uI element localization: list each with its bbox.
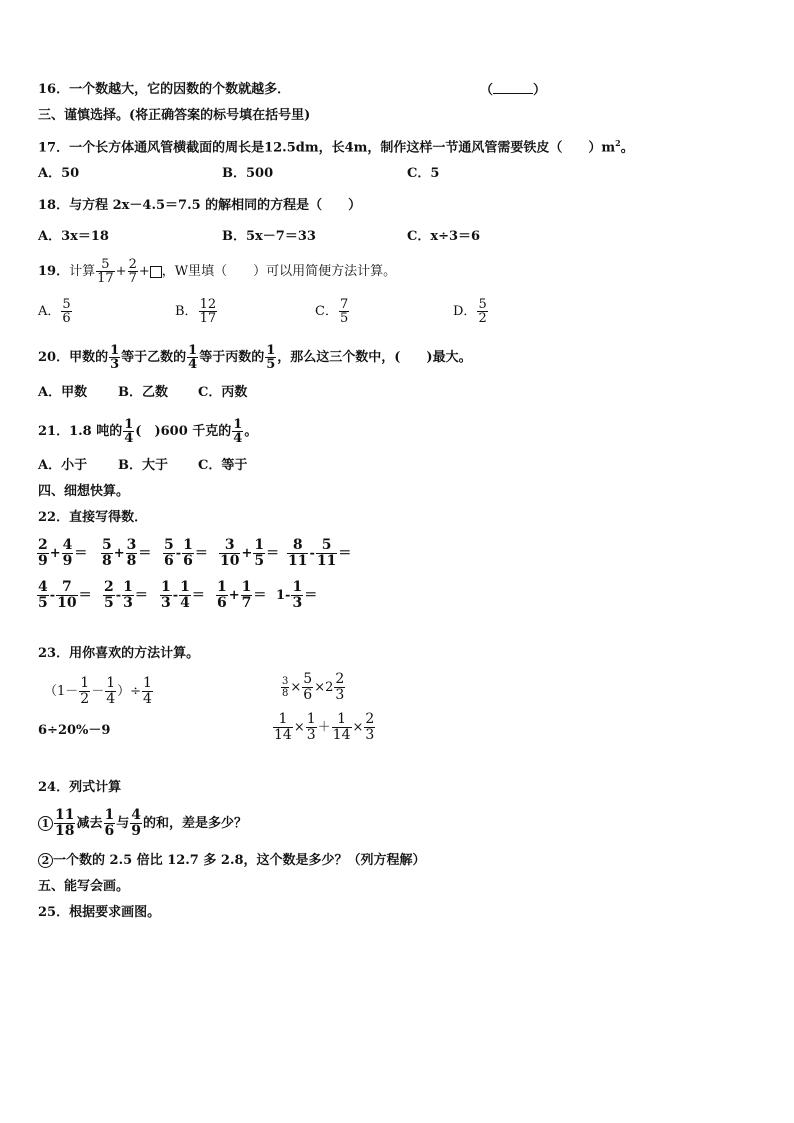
sub-question-1: 1 $\frac{11}{18}$ 减去 $\frac{1}{6}$ 与 $\frac{4}{9}$ 的和，差是多少？ — [38, 808, 247, 839]
option-d[interactable]: D． $\frac{5}{2}$ — [453, 297, 487, 326]
option-b[interactable]: B．5x－7＝33 — [222, 229, 316, 244]
question-number: 17． — [38, 140, 70, 156]
question-25 — [38, 905, 160, 921]
circled-number: 2 — [38, 853, 53, 868]
fraction: $\frac{5}{2}$ — [478, 297, 487, 326]
question-number: 21． — [38, 424, 70, 439]
question-23 — [38, 646, 199, 662]
section-4-title: 四、细想快算。 — [38, 484, 130, 499]
fraction: $\frac{12}{17}$ — [199, 297, 217, 326]
question-number: 22． — [38, 510, 70, 525]
calc-item[interactable]: $\frac{1}{3}$ - $\frac{1}{4}$ ＝ — [161, 579, 205, 611]
fraction: $\frac{5}{6}$ — [62, 297, 71, 326]
fraction: $\frac{1}{5}$ — [266, 343, 276, 372]
question-18 — [38, 198, 361, 214]
superscript: 2 — [615, 138, 621, 148]
question-number: 24． — [38, 780, 70, 795]
calc-item[interactable]: $\frac{8}{11}$ - $\frac{5}{11}$ ＝ — [288, 537, 352, 569]
option-b[interactable]: B．500 — [222, 166, 274, 181]
option-a[interactable]: A．小于 — [38, 458, 88, 473]
calc-item[interactable]: $\frac{2}{9}$ + $\frac{4}{9}$ ＝ — [38, 537, 88, 569]
question-number: 20． — [38, 350, 70, 365]
question-22 — [38, 510, 147, 526]
option-c[interactable]: C．x÷3＝6 — [407, 229, 481, 244]
option-c[interactable]: C．丙数 — [198, 385, 248, 400]
question-number: 23． — [38, 646, 70, 661]
calc-item[interactable]: 1- $\frac{1}{3}$ ＝ — [276, 579, 318, 611]
expression-4[interactable]: $\frac{1}{14}$ × $\frac{1}{3}$ ＋ $\frac{1}{14}$ × $\frac{2}{3}$ — [274, 711, 375, 743]
question-number: 19． — [38, 264, 70, 279]
question-16 — [38, 82, 290, 98]
fraction: $\frac{1}{4}$ — [188, 343, 198, 372]
expression-3[interactable]: 6÷20%－9 — [38, 723, 111, 738]
question-text: 列式计算 — [69, 780, 122, 795]
question-text: 与方程 2x－4.5＝7.5 的解相同的方程是（ ） — [69, 198, 362, 213]
question-17: 17．一个长方体通风管横截面的周长是12.5dm，长4m，制作这样一节通风管需要铁皮（ ）$m^2$。 — [38, 138, 634, 156]
option-c[interactable]: C．5 — [407, 166, 440, 181]
square-placeholder — [150, 266, 162, 278]
calc-item[interactable]: $\frac{3}{10}$ + $\frac{1}{5}$ ＝ — [220, 537, 280, 569]
question-text: 直接写得数． — [69, 510, 148, 525]
calc-item[interactable]: $\frac{5}{8}$ + $\frac{3}{8}$ ＝ — [102, 537, 152, 569]
calc-item[interactable]: $\frac{1}{6}$ + $\frac{1}{7}$ ＝ — [217, 579, 267, 611]
option-c[interactable]: C． $\frac{7}{5}$ — [315, 297, 349, 326]
option-c[interactable]: C．等于 — [198, 458, 248, 473]
question-21: 21．1.8 吨的 $\frac{1}{4}$ ( )600 千克的 $\frac{1}{4}$ 。 — [38, 417, 258, 446]
calc-item[interactable]: $\frac{2}{5}$ - $\frac{1}{3}$ ＝ — [104, 579, 148, 611]
calc-item[interactable]: $\frac{5}{6}$ - $\frac{1}{6}$ ＝ — [164, 537, 208, 569]
question-number: 18． — [38, 198, 70, 213]
fraction: $\frac{2}{7}$ — [128, 257, 137, 286]
question-number: 16． — [38, 82, 70, 97]
option-a[interactable]: A．3x＝18 — [38, 229, 109, 244]
question-number: 25． — [38, 905, 70, 920]
question-text: 根据要求画图。 — [69, 905, 161, 920]
answer-blank-16[interactable]: （ ） — [480, 83, 547, 98]
circled-number: 1 — [38, 816, 53, 831]
question-24 — [38, 780, 121, 796]
fraction: $\frac{1}{3}$ — [110, 343, 120, 372]
question-20: 20．甲数的 $\frac{1}{3}$ 等于乙数的 $\frac{1}{4}$ 等于丙数的 $\frac{1}{5}$ ，那么这三个数中，( )最大。 — [38, 343, 472, 372]
question-19: 19．计算 $\frac{5}{17}$ + $\frac{2}{7}$ + ，W里填（ ）可以用简便方法计算。 — [38, 257, 397, 286]
question-text: 一个数越大，它的因数的个数就越多． — [69, 82, 291, 97]
question-text: 一个长方体通风管横截面的周长是12.5dm，长4m，制作这样一节通风管需要铁皮（ ）m — [69, 140, 616, 156]
fraction: $\frac{5}{17}$ — [97, 257, 114, 286]
option-a[interactable]: A．甲数 — [38, 385, 88, 400]
question-text: 用你喜欢的方法计算。 — [69, 646, 200, 661]
option-b[interactable]: B．乙数 — [118, 385, 168, 400]
fraction: $\frac{7}{5}$ — [339, 297, 349, 326]
section-3-title: 三、谨慎选择。(将正确答案的标号填在括号里) — [38, 108, 311, 123]
option-b[interactable]: B．大于 — [118, 458, 168, 473]
option-b[interactable]: B． $\frac{12}{17}$ — [175, 297, 217, 326]
blank-line — [493, 82, 533, 94]
calc-item[interactable]: $\frac{4}{5}$ - $\frac{7}{10}$ ＝ — [38, 579, 92, 611]
fraction: $\frac{1}{4}$ — [233, 417, 243, 446]
section-5-title: 五、能写会画。 — [38, 879, 130, 894]
option-a[interactable]: A． $\frac{5}{6}$ — [38, 297, 71, 326]
expression-2[interactable]: $\frac{3}{8}$ × $\frac{5}{6}$ ×2 $\frac{2}{3}$ — [282, 671, 345, 703]
option-a[interactable]: A．50 — [38, 166, 80, 181]
sub-question-2: 2 一个数的 2.5 倍比 12.7 多 2.8，这个数是多少？（列方程解） — [38, 853, 426, 869]
fraction: $\frac{1}{4}$ — [124, 417, 134, 446]
expression-1[interactable]: （1－ $\frac{1}{2}$ － $\frac{1}{4}$ ）÷ $\frac{1}{4}$ — [44, 675, 152, 707]
